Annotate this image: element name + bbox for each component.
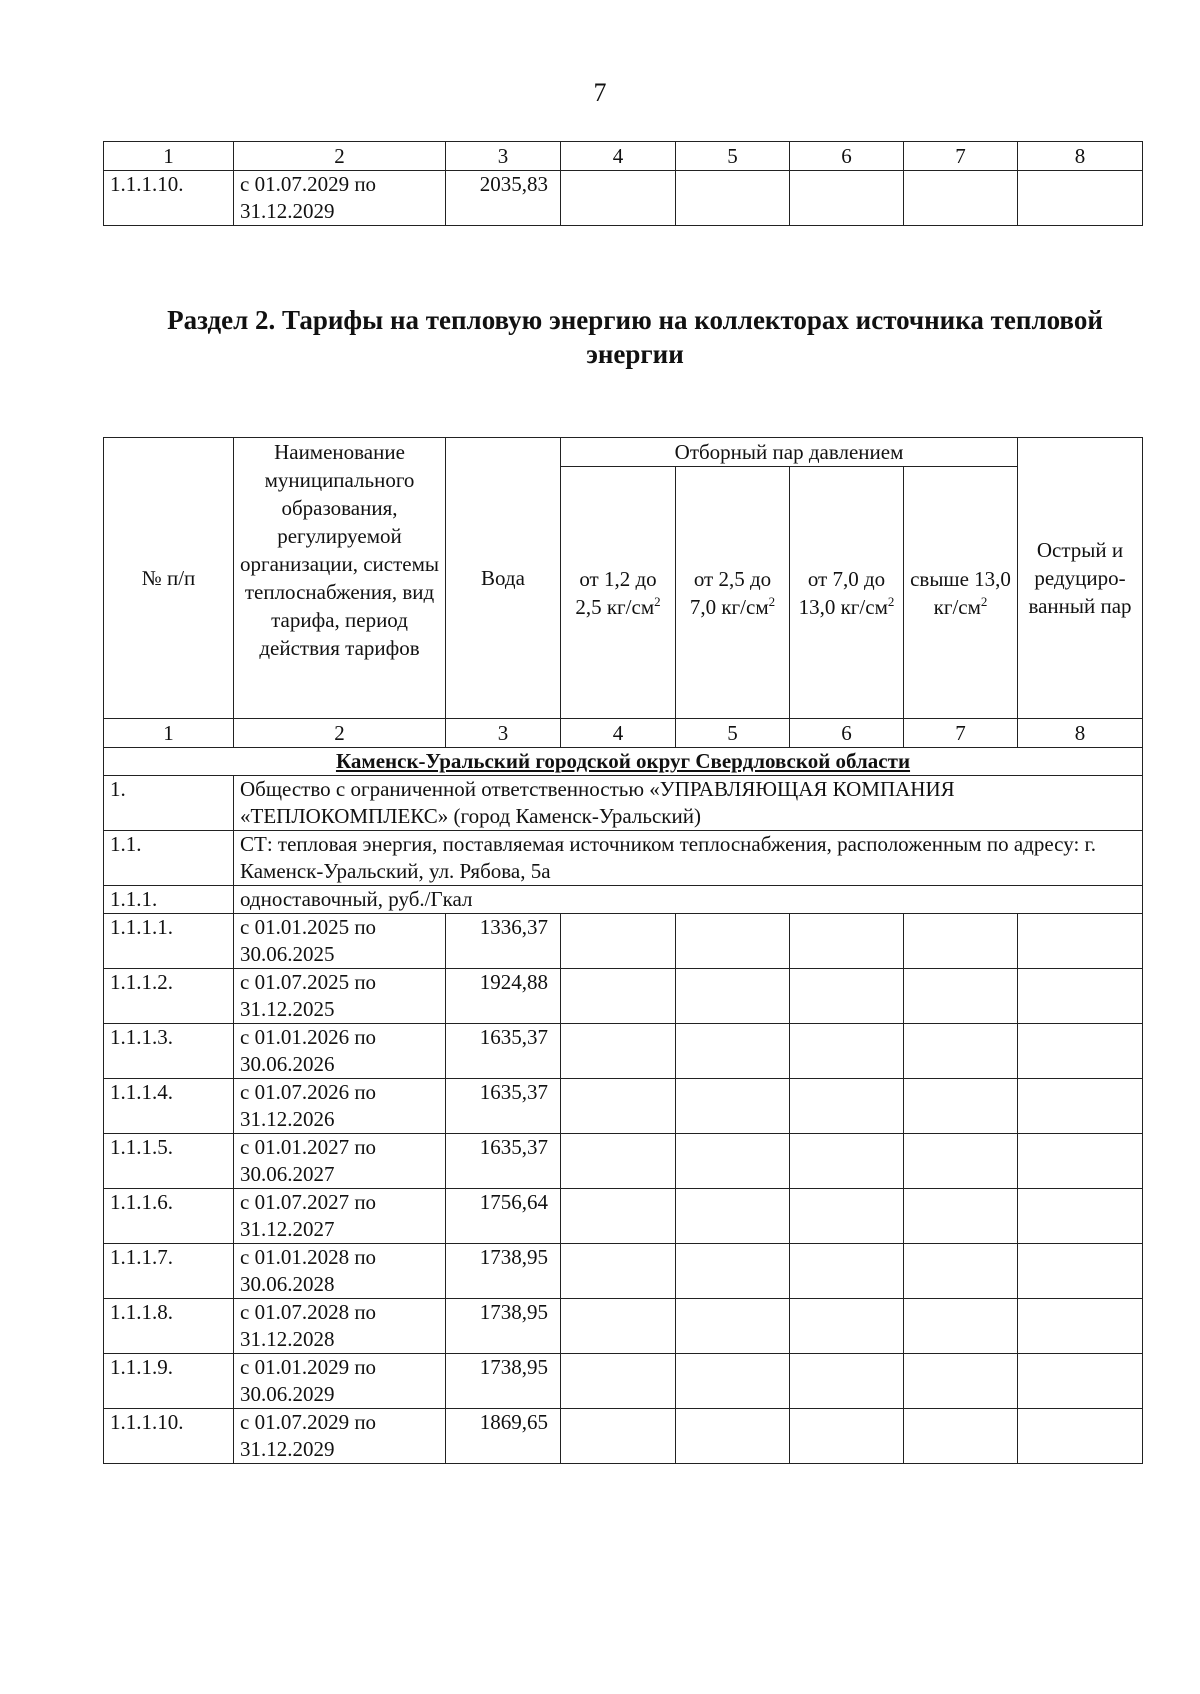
municipality-title: Каменск-Уральский городской округ Свердловской области [104,748,1143,776]
row-period: с 01.07.2029 по 31.12.2029 [234,171,446,226]
table-row [104,969,1143,1024]
row-id: 1.1.1.10. [104,171,234,226]
empty-cell [904,1079,1018,1134]
empty-cell [790,1134,904,1189]
row-id: 1.1.1.6. [104,1189,234,1244]
empty-cell [561,1354,676,1409]
empty-cell [676,1024,790,1079]
empty-cell [1018,1409,1143,1464]
row-water-value: 1336,37 [446,914,561,969]
empty-cell [676,1189,790,1244]
row-id: 1.1.1.4. [104,1079,234,1134]
column-number: 2 [234,142,446,171]
empty-cell [790,969,904,1024]
header-steam-3 [790,467,904,719]
superscript: 2 [768,593,776,609]
header-steam-group: Отборный пар давлением [561,438,1018,467]
empty-cell [1018,171,1143,226]
empty-cell [790,1244,904,1299]
organization-row [104,776,1143,831]
empty-cell [561,969,676,1024]
column-number: 4 [561,719,676,748]
section-title: Раздел 2. Тарифы на тепловую энергию на коллекторах источника тепловой энергии [167,305,1103,369]
header-steam-4-text: свыше 13,0 кг/см [910,566,1011,619]
empty-cell [904,914,1018,969]
row-id: 1.1.1.7. [104,1244,234,1299]
header-steam-2-text: от 2,5 до 7,0 кг/см [689,566,772,619]
empty-cell [561,1189,676,1244]
header-num: № п/п [104,438,234,719]
empty-cell [904,1299,1018,1354]
header-sharp-steam: Острый и редуциро-ванный пар [1018,438,1143,719]
header-steam-2 [676,467,790,719]
column-number: 6 [790,719,904,748]
empty-cell [676,969,790,1024]
superscript: 2 [980,593,988,609]
empty-cell [904,1024,1018,1079]
tariff-type: одноставочный, руб./Гкал [234,886,1143,914]
header-steam-1 [561,467,676,719]
row-id: 1.1.1.8. [104,1299,234,1354]
empty-cell [1018,1079,1143,1134]
column-number: 8 [1018,719,1143,748]
row-id: 1.1.1.9. [104,1354,234,1409]
row-id: 1.1.1.5. [104,1134,234,1189]
column-number: 3 [446,142,561,171]
row-id: 1.1.1.3. [104,1024,234,1079]
column-number: 3 [446,719,561,748]
row-id: 1.1.1.2. [104,969,234,1024]
header-steam-1-text: от 1,2 до 2,5 кг/см [575,566,657,619]
row-period: с 01.07.2028 по 31.12.2028 [234,1299,446,1354]
continued-tariff-table [103,141,1143,226]
table-row [104,1079,1143,1134]
system-row [104,831,1143,886]
empty-cell [790,914,904,969]
table-row [104,1299,1143,1354]
table-row [104,171,1143,226]
empty-cell [904,1244,1018,1299]
empty-cell [561,1024,676,1079]
municipality-row [104,748,1143,776]
empty-cell [676,1079,790,1134]
row-water-value: 1738,95 [446,1244,561,1299]
empty-cell [904,171,1018,226]
table-row [104,1134,1143,1189]
row-water-value: 1738,95 [446,1354,561,1409]
superscript: 2 [654,593,661,609]
empty-cell [904,969,1018,1024]
row-water-value: 1635,37 [446,1024,561,1079]
empty-cell [1018,1244,1143,1299]
row-period: с 01.07.2026 по 31.12.2026 [234,1079,446,1134]
empty-cell [1018,1354,1143,1409]
page-number: 7 [593,78,607,107]
empty-cell [561,1409,676,1464]
empty-cell [1018,914,1143,969]
empty-cell [904,1409,1018,1464]
empty-cell [1018,1189,1143,1244]
empty-cell [561,171,676,226]
column-number: 7 [904,142,1018,171]
empty-cell [790,1299,904,1354]
header-row [104,438,1143,467]
empty-cell [561,914,676,969]
empty-cell [790,1409,904,1464]
row-water-value: 1924,88 [446,969,561,1024]
superscript: 2 [887,593,895,609]
organization-name: Общество с ограниченной ответственностью «УПРАВЛЯЮЩАЯ КОМПАНИЯ «ТЕПЛОКОМПЛЕКС» (город Каменск-Уральский) [234,776,1143,831]
empty-cell [1018,1134,1143,1189]
row-period: с 01.01.2027 по 30.06.2027 [234,1134,446,1189]
column-number: 1 [104,142,234,171]
column-number: 5 [676,719,790,748]
empty-cell [1018,969,1143,1024]
column-number-row [104,142,1143,171]
empty-cell [676,914,790,969]
row-period: с 01.07.2025 по 31.12.2025 [234,969,446,1024]
column-number: 6 [790,142,904,171]
empty-cell [790,171,904,226]
empty-cell [561,1299,676,1354]
empty-cell [676,1134,790,1189]
row-water-value: 2035,83 [446,171,561,226]
table-row [104,914,1143,969]
empty-cell [790,1079,904,1134]
row-water-value: 1635,37 [446,1134,561,1189]
row-water-value: 1756,64 [446,1189,561,1244]
empty-cell [676,1354,790,1409]
system-description: СТ: тепловая энергия, поставляемая источником теплоснабжения, расположенным по адресу: г. Каменск-Уральский, ул. Рябова, 5а [234,831,1143,886]
row-water-value: 1869,65 [446,1409,561,1464]
row-id: 1. [104,776,234,831]
row-id: 1.1.1. [104,886,234,914]
row-period: с 01.07.2029 по 31.12.2029 [234,1409,446,1464]
column-number: 2 [234,719,446,748]
row-period: с 01.01.2026 по 30.06.2026 [234,1024,446,1079]
empty-cell [561,1244,676,1299]
row-period: с 01.01.2028 по 30.06.2028 [234,1244,446,1299]
empty-cell [561,1134,676,1189]
row-id: 1.1.1.10. [104,1409,234,1464]
empty-cell [676,1409,790,1464]
row-water-value: 1738,95 [446,1299,561,1354]
header-steam-4 [904,467,1018,719]
column-number: 7 [904,719,1018,748]
column-number: 8 [1018,142,1143,171]
header-steam-3-text: от 7,0 до 13,0 кг/см [798,566,888,619]
column-number: 5 [676,142,790,171]
empty-cell [676,171,790,226]
row-period: с 01.01.2029 по 30.06.2029 [234,1354,446,1409]
tariff-table [103,437,1143,1464]
empty-cell [676,1299,790,1354]
table-row [104,1189,1143,1244]
row-id: 1.1. [104,831,234,886]
empty-cell [561,1079,676,1134]
empty-cell [904,1134,1018,1189]
row-id: 1.1.1.1. [104,914,234,969]
row-period: с 01.01.2025 по 30.06.2025 [234,914,446,969]
table-row [104,1409,1143,1464]
empty-cell [676,1244,790,1299]
column-number: 1 [104,719,234,748]
table-row [104,1024,1143,1079]
empty-cell [1018,1024,1143,1079]
empty-cell [790,1024,904,1079]
row-water-value: 1635,37 [446,1079,561,1134]
empty-cell [790,1189,904,1244]
empty-cell [904,1189,1018,1244]
header-name: Наименование муниципального образования, регулируемой организации, системы теплоснабжения, вид тарифа, период действия тарифов [234,438,446,719]
empty-cell [1018,1299,1143,1354]
tariff-type-row [104,886,1143,914]
empty-cell [790,1354,904,1409]
empty-cell [904,1354,1018,1409]
column-number: 4 [561,142,676,171]
column-number-row [104,719,1143,748]
row-period: с 01.07.2027 по 31.12.2027 [234,1189,446,1244]
table-row [104,1244,1143,1299]
header-water: Вода [446,438,561,719]
table-row [104,1354,1143,1409]
